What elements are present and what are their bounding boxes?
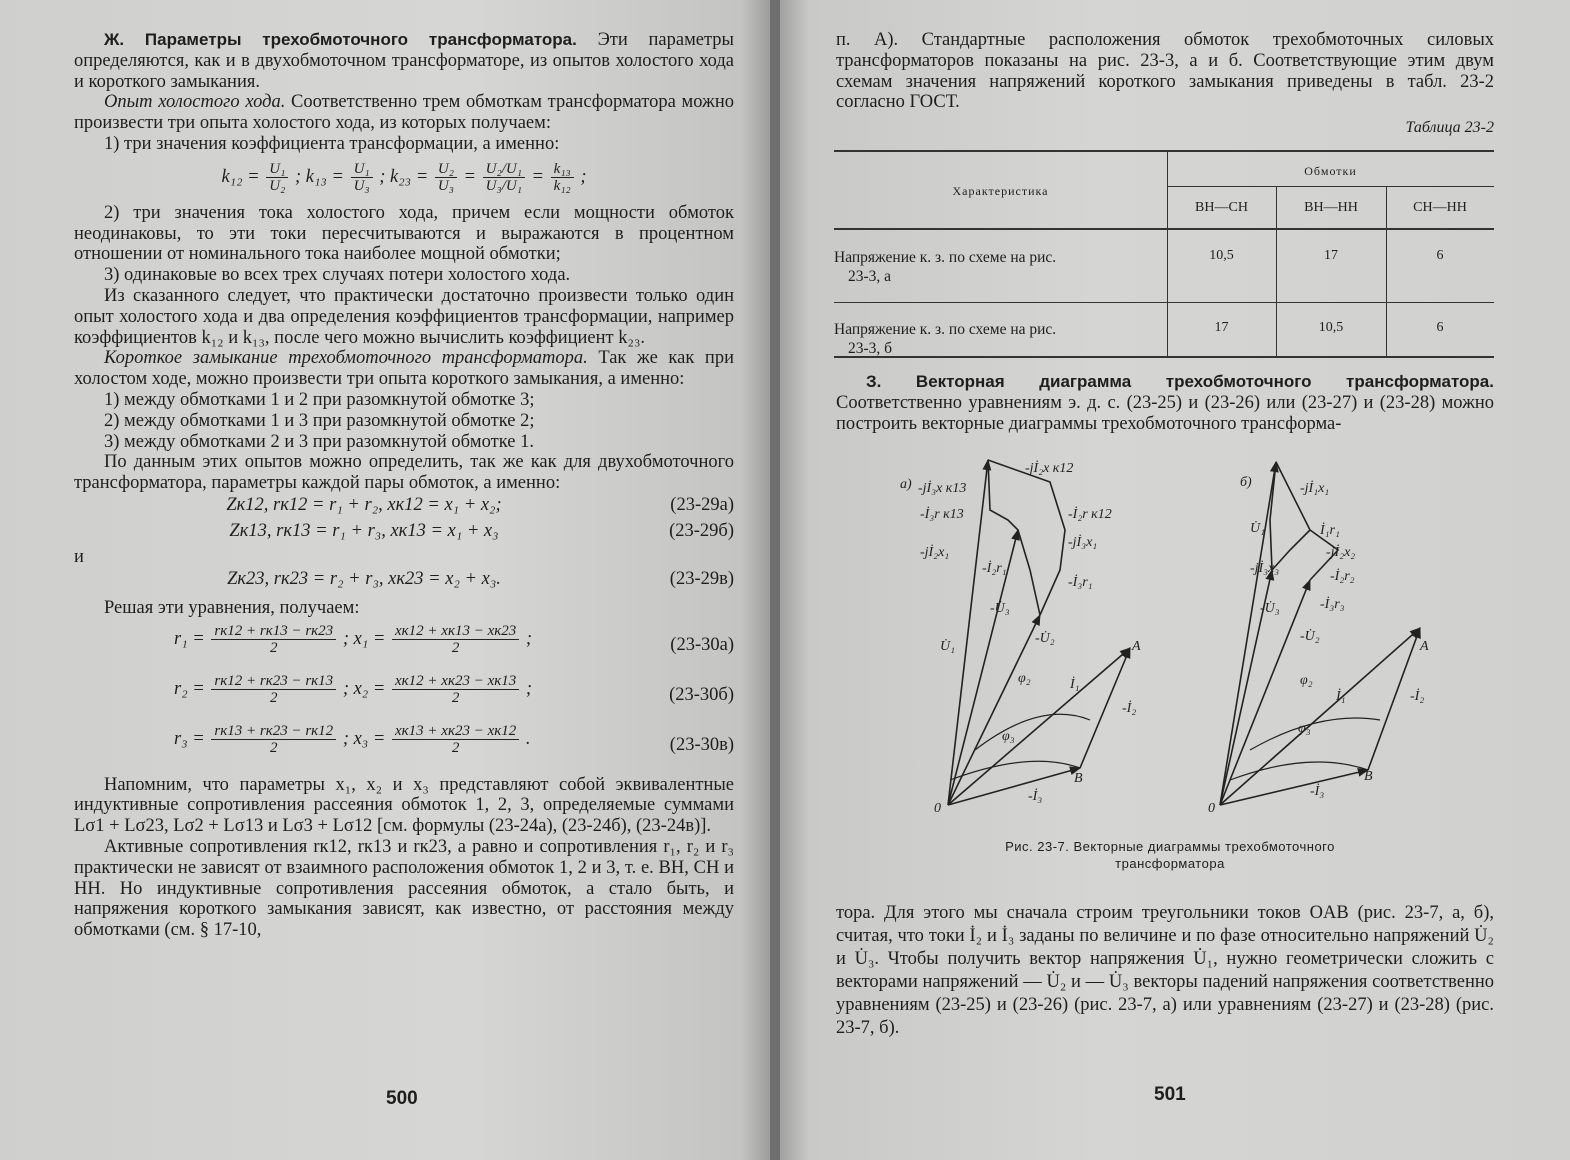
row-b-sn-nn: 6 bbox=[1436, 320, 1444, 335]
header-vn-sn: ВН—СН bbox=[1195, 200, 1248, 215]
sc-item-3: 3) между обмотками 2 и 3 при разомкнутой обмотке 1. bbox=[104, 431, 534, 452]
svg-text:-İ₂: -İ₂ bbox=[1122, 701, 1137, 716]
table-title: Таблица 23-2 bbox=[1405, 119, 1494, 136]
equation-23-29b: Zк13, rк13 = r₁ + r₃, xк13 = x₁ + x₃ (23-29б) bbox=[229, 520, 734, 541]
svg-text:-U̇₃: -U̇₃ bbox=[990, 601, 1010, 616]
parameters-table bbox=[834, 150, 1494, 358]
short-circuit-title: Короткое замыкание трехобмоточного трансформатора. bbox=[104, 348, 588, 369]
svg-text:-jİ₁x₁: -jİ₁x₁ bbox=[1300, 481, 1330, 496]
svg-text:-jİ₂x₁: -jİ₂x₁ bbox=[920, 545, 950, 560]
no-load-title: Опыт холостого хода. bbox=[104, 92, 286, 113]
svg-text:A: A bbox=[1420, 639, 1429, 654]
svg-text:-İ₂r к12: -İ₂r к12 bbox=[1068, 507, 1112, 522]
svg-text:φ₂: φ₂ bbox=[1300, 673, 1313, 688]
svg-text:İ₁: İ₁ bbox=[1336, 689, 1346, 704]
row-b-label: Напряжение к. з. по схеме на рис. 23-3, б bbox=[834, 321, 1057, 357]
row-a-vn-sn: 10,5 bbox=[1209, 248, 1234, 263]
list-item-currents: 2) три значения тока холостого хода, причем если мощности обмоток неодинаковы, то эти токи пересчитываются и выражаются в процентном отношении от номинального тока наиболее мощной обмотки; bbox=[74, 202, 734, 265]
list-item-losses: 3) одинаковые во всех трех случаях потери холостого хода. bbox=[104, 265, 571, 286]
svg-text:-İ₃: -İ₃ bbox=[1310, 784, 1325, 799]
svg-text:B: B bbox=[1364, 769, 1373, 784]
paragraph-active-resistances: Активные сопротивления rк12, rк13 и rк23, а равно и сопротивления r₁, r₂ и r₃ практически не зависят от взаимного расположения обмоток 1, 2 и 3, т. е. ВН, СН и НН. Но индуктивные сопротивления рассеяния обмоток, а стало быть, и напряжения короткого замыкания зависят, как известно, от расстояния между обмотками (см. § 17-10, bbox=[74, 836, 734, 941]
paragraph-reminder: Напомним, что параметры x₁, x₂ и x₃ представляют собой эквивалентные индуктивные сопротивления рассеяния обмоток 1, 2, 3, определяемые суммами Lσ1 + Lσ23, Lσ2 + Lσ13 и Lσ3 + Lσ12 [см. формулы (23-24а), (23-24б), (23-24в)]. bbox=[74, 774, 734, 837]
svg-text:-İ₂: -İ₂ bbox=[1410, 689, 1425, 704]
panel-b-label: б) bbox=[1240, 475, 1252, 490]
svg-text:-U̇₂: -U̇₂ bbox=[1035, 631, 1055, 646]
figure-caption: Рис. 23-7. Векторные диаграммы трехобмоточного трансформатора bbox=[1005, 839, 1335, 871]
svg-text:φ₃: φ₃ bbox=[1298, 721, 1311, 736]
svg-text:φ₃: φ₃ bbox=[1002, 729, 1015, 744]
row-b-vn-nn: 10,5 bbox=[1318, 320, 1344, 335]
svg-text:-U̇₃: -U̇₃ bbox=[1260, 601, 1280, 616]
section-heading-z: З. Векторная диаграмма трехобмоточного трансформатора. bbox=[866, 372, 1494, 391]
paragraph-no-load: Опыт холостого хода. Соответственно трем обмоткам трансформатора можно произвести три опыта холостого хода, из которых получаем: bbox=[74, 92, 734, 134]
svg-text:-jİ₃x₁: -jİ₃x₁ bbox=[1068, 535, 1098, 550]
svg-text:-İ₃r к13: -İ₃r к13 bbox=[920, 507, 964, 522]
equation-23-29a: Zк12, rк12 = r₁ + r₂, xк12 = x₁ + x₂; (23-29а) bbox=[226, 494, 734, 515]
paragraph-short-circuit: Короткое замыкание трехобмоточного трансформатора. Так же как при холостом ходе, можно произвести три опыта короткого замыкания, а именно: bbox=[74, 348, 734, 390]
left-text-column bbox=[74, 30, 734, 941]
svg-text:-jİ₃x₃: -jİ₃x₃ bbox=[1250, 561, 1280, 576]
paragraph-vector-diagram: З. Векторная диаграмма трехобмоточного трансформатора. Соответственно уравнениям э. д. с. (23-25) и (23-26) или (23-27) и (23-28) можно построить векторные диаграммы трехобмоточного трансформа- bbox=[836, 372, 1494, 434]
list-item-ratios: 1) три значения коэффициента трансформации, а именно: bbox=[104, 133, 560, 154]
row-b-vn-sn: 17 bbox=[1214, 320, 1229, 335]
header-characteristic: Характеристика bbox=[952, 184, 1049, 198]
and-word: и bbox=[74, 546, 84, 567]
equation-23-29v: Zк23, rк23 = r₂ + r₃, xк23 = x₂ + x₃. (23-29в) bbox=[227, 568, 734, 589]
equation-23-30b: r₂ = $\frac{rк12 + rк23 - rк13}{2}$ ; x₂ = $\frac{xк12 + xк23 - xк13}{2}$ ; (23-30б) bbox=[174, 672, 734, 706]
svg-text:U̇₁: U̇₁ bbox=[1250, 521, 1265, 536]
svg-text:İ₁r₁: İ₁r₁ bbox=[1320, 523, 1340, 538]
section-heading-zh: Ж. Параметры трехобмоточного трансформатора. bbox=[104, 30, 577, 49]
right-text-column-mid bbox=[836, 372, 1494, 434]
svg-text:-jİ₂x₂: -jİ₂x₂ bbox=[1326, 545, 1356, 560]
row-a-sn-nn: 6 bbox=[1436, 248, 1444, 263]
paragraph-pairs: По данным этих опытов можно определить, так же как для двухобмоточного трансформатора, параметры каждой пары обмоток, а именно: bbox=[74, 452, 734, 494]
ratio-formula: k₁₂ = $\frac{\text{U₁}}{\text{U₂}}$ ; k₁₃ = $\frac{\text{U₁}}{\text{U₃}}$ ; k₂₃ = $\frac{\text{U₂}}{\text{U₃}}$ = $\frac{\text{U₂/U₁}}{\text{U₃/U₁}}$ = $\frac{\text{k₁₃}}{\text{k₁₂}}$ ; bbox=[221, 160, 587, 194]
header-sn-nn: СН—НН bbox=[1413, 200, 1467, 215]
svg-text:-İ₂r₂: -İ₂r₂ bbox=[1330, 569, 1355, 584]
svg-text:-jİ₂x к12: -jİ₂x к12 bbox=[1025, 461, 1074, 476]
paragraph-params: Ж. Параметры трехобмоточного трансформатора. Эти параметры определяются, как и в двухобмоточном трансформаторе, из опытов холостого хода и короткого замыкания. bbox=[74, 30, 734, 92]
sc-item-2: 2) между обмотками 1 и 3 при разомкнутой обмотке 2; bbox=[104, 410, 535, 431]
solving-line: Решая эти уравнения, получаем: bbox=[104, 597, 360, 618]
book-gutter bbox=[770, 0, 780, 1160]
svg-text:-İ₂r₁: -İ₂r₁ bbox=[982, 561, 1007, 576]
paragraph-construction: тора. Для этого мы сначала строим треугольники токов OAB (рис. 23-7, а, б), считая, что токи İ₂ и İ₃ заданы по величине и по фазе относительно напряжений U̇₂ и U̇₃. Чтобы получить вектор напряжения U̇₁, нужно геометрически сложить с векторами напряжений — U̇₂ и — U̇₃ векторы падений напряжения соответственно уравнениям (23-25) и (23-26) (рис. 23-7, а) или уравнениям (23-27) и (23-28) (рис. 23-7, б). bbox=[836, 903, 1494, 1038]
right-text-column-bottom bbox=[836, 902, 1494, 1040]
svg-text:B: B bbox=[1074, 771, 1083, 786]
svg-text:0: 0 bbox=[934, 801, 941, 816]
vector-diagram-figure bbox=[890, 450, 1450, 840]
svg-text:φ₂: φ₂ bbox=[1018, 671, 1031, 686]
svg-text:A: A bbox=[1132, 639, 1141, 654]
svg-text:İ₁: İ₁ bbox=[1070, 677, 1080, 692]
diagram-b bbox=[1220, 462, 1420, 805]
header-windings: Обмотки bbox=[1304, 164, 1357, 178]
svg-text:0: 0 bbox=[1208, 801, 1215, 816]
header-vn-nn: ВН—НН bbox=[1304, 200, 1358, 215]
svg-text:-U̇₂: -U̇₂ bbox=[1300, 629, 1320, 644]
equation-23-30v: r₃ = $\frac{rк13 + rк23 - rк12}{2}$ ; x₃ = $\frac{xк13 + xк23 - xк12}{2}$ . (23-30в) bbox=[174, 722, 734, 756]
row-a-label: Напряжение к. з. по схеме на рис. 23-3, а bbox=[834, 249, 1057, 285]
svg-text:U̇₁: U̇₁ bbox=[940, 639, 955, 654]
row-a-vn-nn: 17 bbox=[1324, 248, 1338, 263]
svg-text:-İ₃r₃: -İ₃r₃ bbox=[1320, 597, 1345, 612]
svg-text:-İ₃: -İ₃ bbox=[1028, 789, 1043, 804]
right-text-column-top bbox=[836, 30, 1494, 113]
page-number-right: 501 bbox=[1154, 1084, 1186, 1105]
equation-23-30a: r₁ = $\frac{rк12 + rк13 - rк23}{2}$ ; x₁ = $\frac{xк12 + xк13 - xк23}{2}$ ; (23-30а) bbox=[174, 622, 734, 656]
svg-text:-İ₃r₁: -İ₃r₁ bbox=[1068, 575, 1093, 590]
svg-text:-jİ₃x к13: -jİ₃x к13 bbox=[918, 481, 967, 496]
page-number-left: 500 bbox=[386, 1088, 418, 1109]
paragraph-standard-arrangements: п. А). Стандартные расположения обмоток трехобмоточных силовых трансформаторов показаны на рис. 23-3, а и б. Соответствующие этим двум схемам значения напряжений короткого замыкания приведены в табл. 23-2 согласно ГОСТ. bbox=[836, 30, 1494, 113]
paragraph-conclusion: Из сказанного следует, что практически достаточно произвести только один опыт холостого хода и два определения коэффициентов трансформации, например коэффициентов k₁₂ и k₁₃, после чего можно вычислить коэффициент k₂₃. bbox=[74, 285, 734, 348]
sc-item-1: 1) между обмотками 1 и 2 при разомкнутой обмотке 3; bbox=[104, 389, 535, 410]
panel-a-label: а) bbox=[900, 477, 912, 492]
